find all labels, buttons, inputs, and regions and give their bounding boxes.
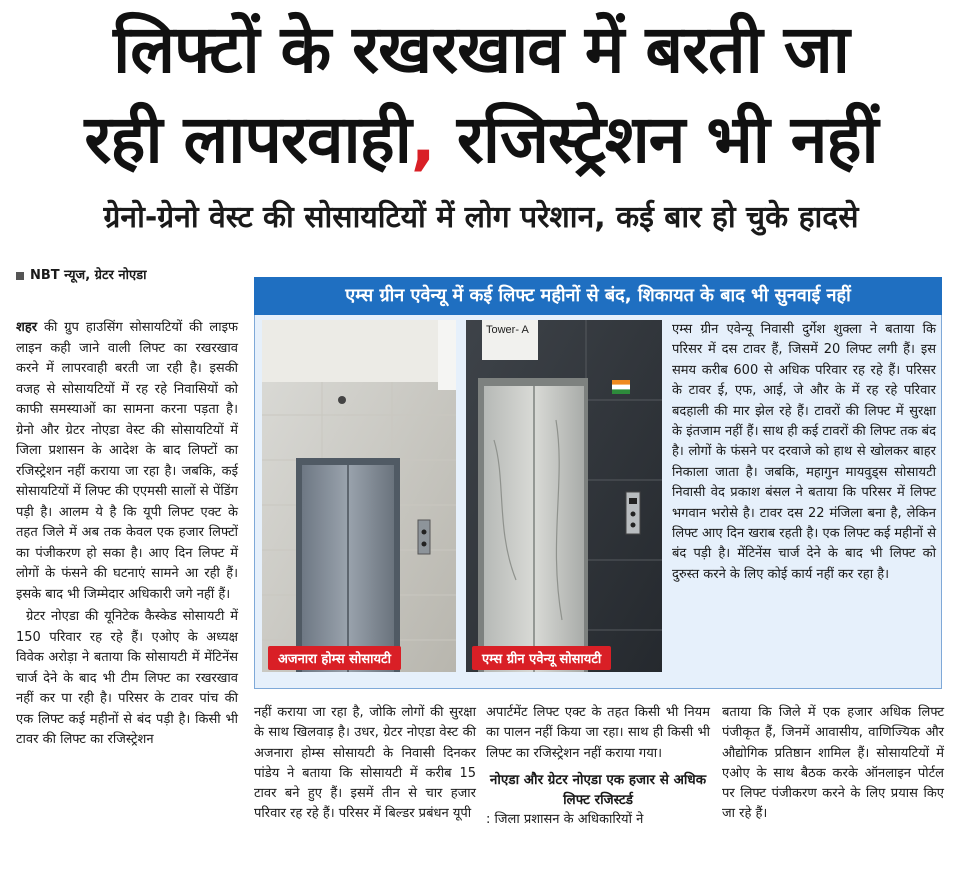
article-column-4: बताया कि जिले में एक हजार अधिक लिफ्ट पंजीकृत हैं, जिनमें आवासीय, वाणिज्यिक और औद्योगिक प्रतिष्ठान शामिल हैं। सोसायटियों में एओए के साथ बैठक करके ऑनलाइन पोर्टल पर लिफ्ट पंजीकरण करने के लिए प्रयास किए जा रहे हैं। (722, 705, 944, 822)
photo-ajnara-homes (262, 320, 456, 672)
lift-photo-1-icon (262, 320, 456, 672)
tower-a-sign: Tower- A (486, 324, 529, 336)
column-3-text-2: : जिला प्रशासन के अधिकारियों ने (486, 811, 644, 827)
column-1-paragraph-1-text: की ग्रुप हाउसिंग सोसायटियों की लाइफ लाइन कही जाने वाली लिफ्ट का रखरखाव करने में लापरवाही बरती जा रही है। इसकी वजह से सोसायटियों में रह रहे निवासियों को काफी समस्याओं का सामना करना पड़ता है। ग्रेनो और ग्रेटर नोएडा वेस्ट की सोसायटियों में जिला प्रशासन के आदेश के बाद लिफ्टों का रजिस्ट्रेशन नहीं कराया जा रहा है। जबकि, कई सोसायटियों में लिफ्ट की एएमसी सालों से पेंडिंग पड़ी है। आलम ये है कि यूपी लिफ्ट एक्ट के तहत जिले में अब तक केवल एक हजार लिफ्टों का पंजीकरण हो सका है। आए दिन लिफ्ट में लोगों के फंसने की घटनाएं सामने आ रही हैं। इसके बाद भी जिम्मेदार अधिकारी जगे नहीं हैं। (16, 320, 238, 602)
article-column-2: नहीं कराया जा रहा है, जोकि लोगों की सुरक्षा के साथ खिलवाड़ है। उधर, ग्रेटर नोएडा वेस्ट की अजनारा होम्स सोसायटी के निवासी दिनकर पांडेय ने बताया कि सोसायटी में करीब 15 टावर बने हुए हैं। इसमें तीन से चार हजार परिवार रह रहे हैं। परिसर में बिल्डर प्रबंधन यूपी (254, 705, 476, 822)
photo-2-caption: एम्स ग्रीन एवेन्यू सोसायटी (472, 646, 611, 670)
byline (16, 266, 147, 286)
photo-aims-green-avenue (466, 320, 662, 672)
lift-photo-2-icon (466, 320, 662, 672)
headline-line-2-part-1: रही लापरवाही (84, 101, 411, 178)
column-3-subhead: नोएडा और ग्रेटर नोएडा एक हजार से अधिक लिफ्ट रजिस्टर्ड (489, 771, 707, 808)
headline-line-2 (0, 96, 962, 184)
article-column-3 (486, 703, 710, 830)
lead-word: शहर (16, 320, 38, 335)
column-1-paragraph-1 (16, 318, 238, 605)
box-banner: एम्स ग्रीन एवेन्यू में कई लिफ्ट महीनों से बंद, शिकायत के बाद भी सुनवाई नहीं (254, 277, 942, 315)
subheadline: ग्रेनो-ग्रेनो वेस्ट की सोसायटियों में लोग परेशान, कई बार हो चुके हादसे (103, 200, 859, 235)
article-column-1 (16, 318, 238, 751)
byline-text: NBT न्यूज, ग्रेटर नोएडा (30, 268, 147, 283)
headline-red-comma: , (410, 101, 435, 178)
headline-line-2-part-2: रजिस्ट्रेशन भी नहीं (434, 101, 878, 178)
column-1-paragraph-2: ग्रेटर नोएडा की यूनिटेक कैस्केड सोसायटी में 150 परिवार रह रहे हैं। एओए के अध्यक्ष विवेक अरोड़ा ने बताया कि सोसायटी में मेंटिनेंस चार्ज देने के बाद भी टीम लिफ्ट का रखरखाव नहीं कर पा रही है। परिसर के टावर पांच की एक लिफ्ट कई महीनों से बंद पड़ी है। किसी भी टावर की लिफ्ट का रजिस्ट्रेशन (16, 609, 238, 747)
photo-1-caption: अजनारा होम्स सोसायटी (268, 646, 401, 670)
byline-square-icon (16, 272, 24, 280)
headline-line-1: लिफ्टों के रखरखाव में बरती जा (113, 11, 849, 88)
column-3-text: अपार्टमेंट लिफ्ट एक्ट के तहत किसी भी नियम का पालन नहीं किया जा रहा। साथ ही किसी भी लिफ्ट का रजिस्ट्रेशन नहीं कराया गया। (486, 705, 710, 761)
box-text: एम्स ग्रीन एवेन्यू निवासी दुर्गेश शुक्ला ने बताया कि परिसर में दस टावर हैं, जिसमें 20 लिफ्ट लगी हैं। इस समय करीब 600 से अधिक परिवार रह रहे हैं। परिसर के टावर ई, एफ, आई, जे और के में रह रहे परिवार बदहाली की मार झेल रहे हैं। टावरों की लिफ्ट में सुरक्षा के इंतजाम नहीं हैं। साथ ही कई टावरों की लिफ्ट तक बंद है। लोगों के फंसने पर दरवाजे को हाथ से खोलकर बाहर निकाला जाता है। जबकि, महागुन मायवुड्स सोसायटी निवासी वेद प्रकाश बंसल ने बताया कि परिसर में लिफ्ट भगवान भरोसे है। टावर दस 22 मंजिला बना है, लेकिन लिफ्ट आए दिन खराब रहती है। एक लिफ्ट कई महीनों से बंद पड़ी है। मेंटिनेंस चार्ज देने के बाद भी लिफ्ट को दुरुस्त करने के लिए कोई कार्य नहीं कर रहा है। (672, 322, 936, 582)
